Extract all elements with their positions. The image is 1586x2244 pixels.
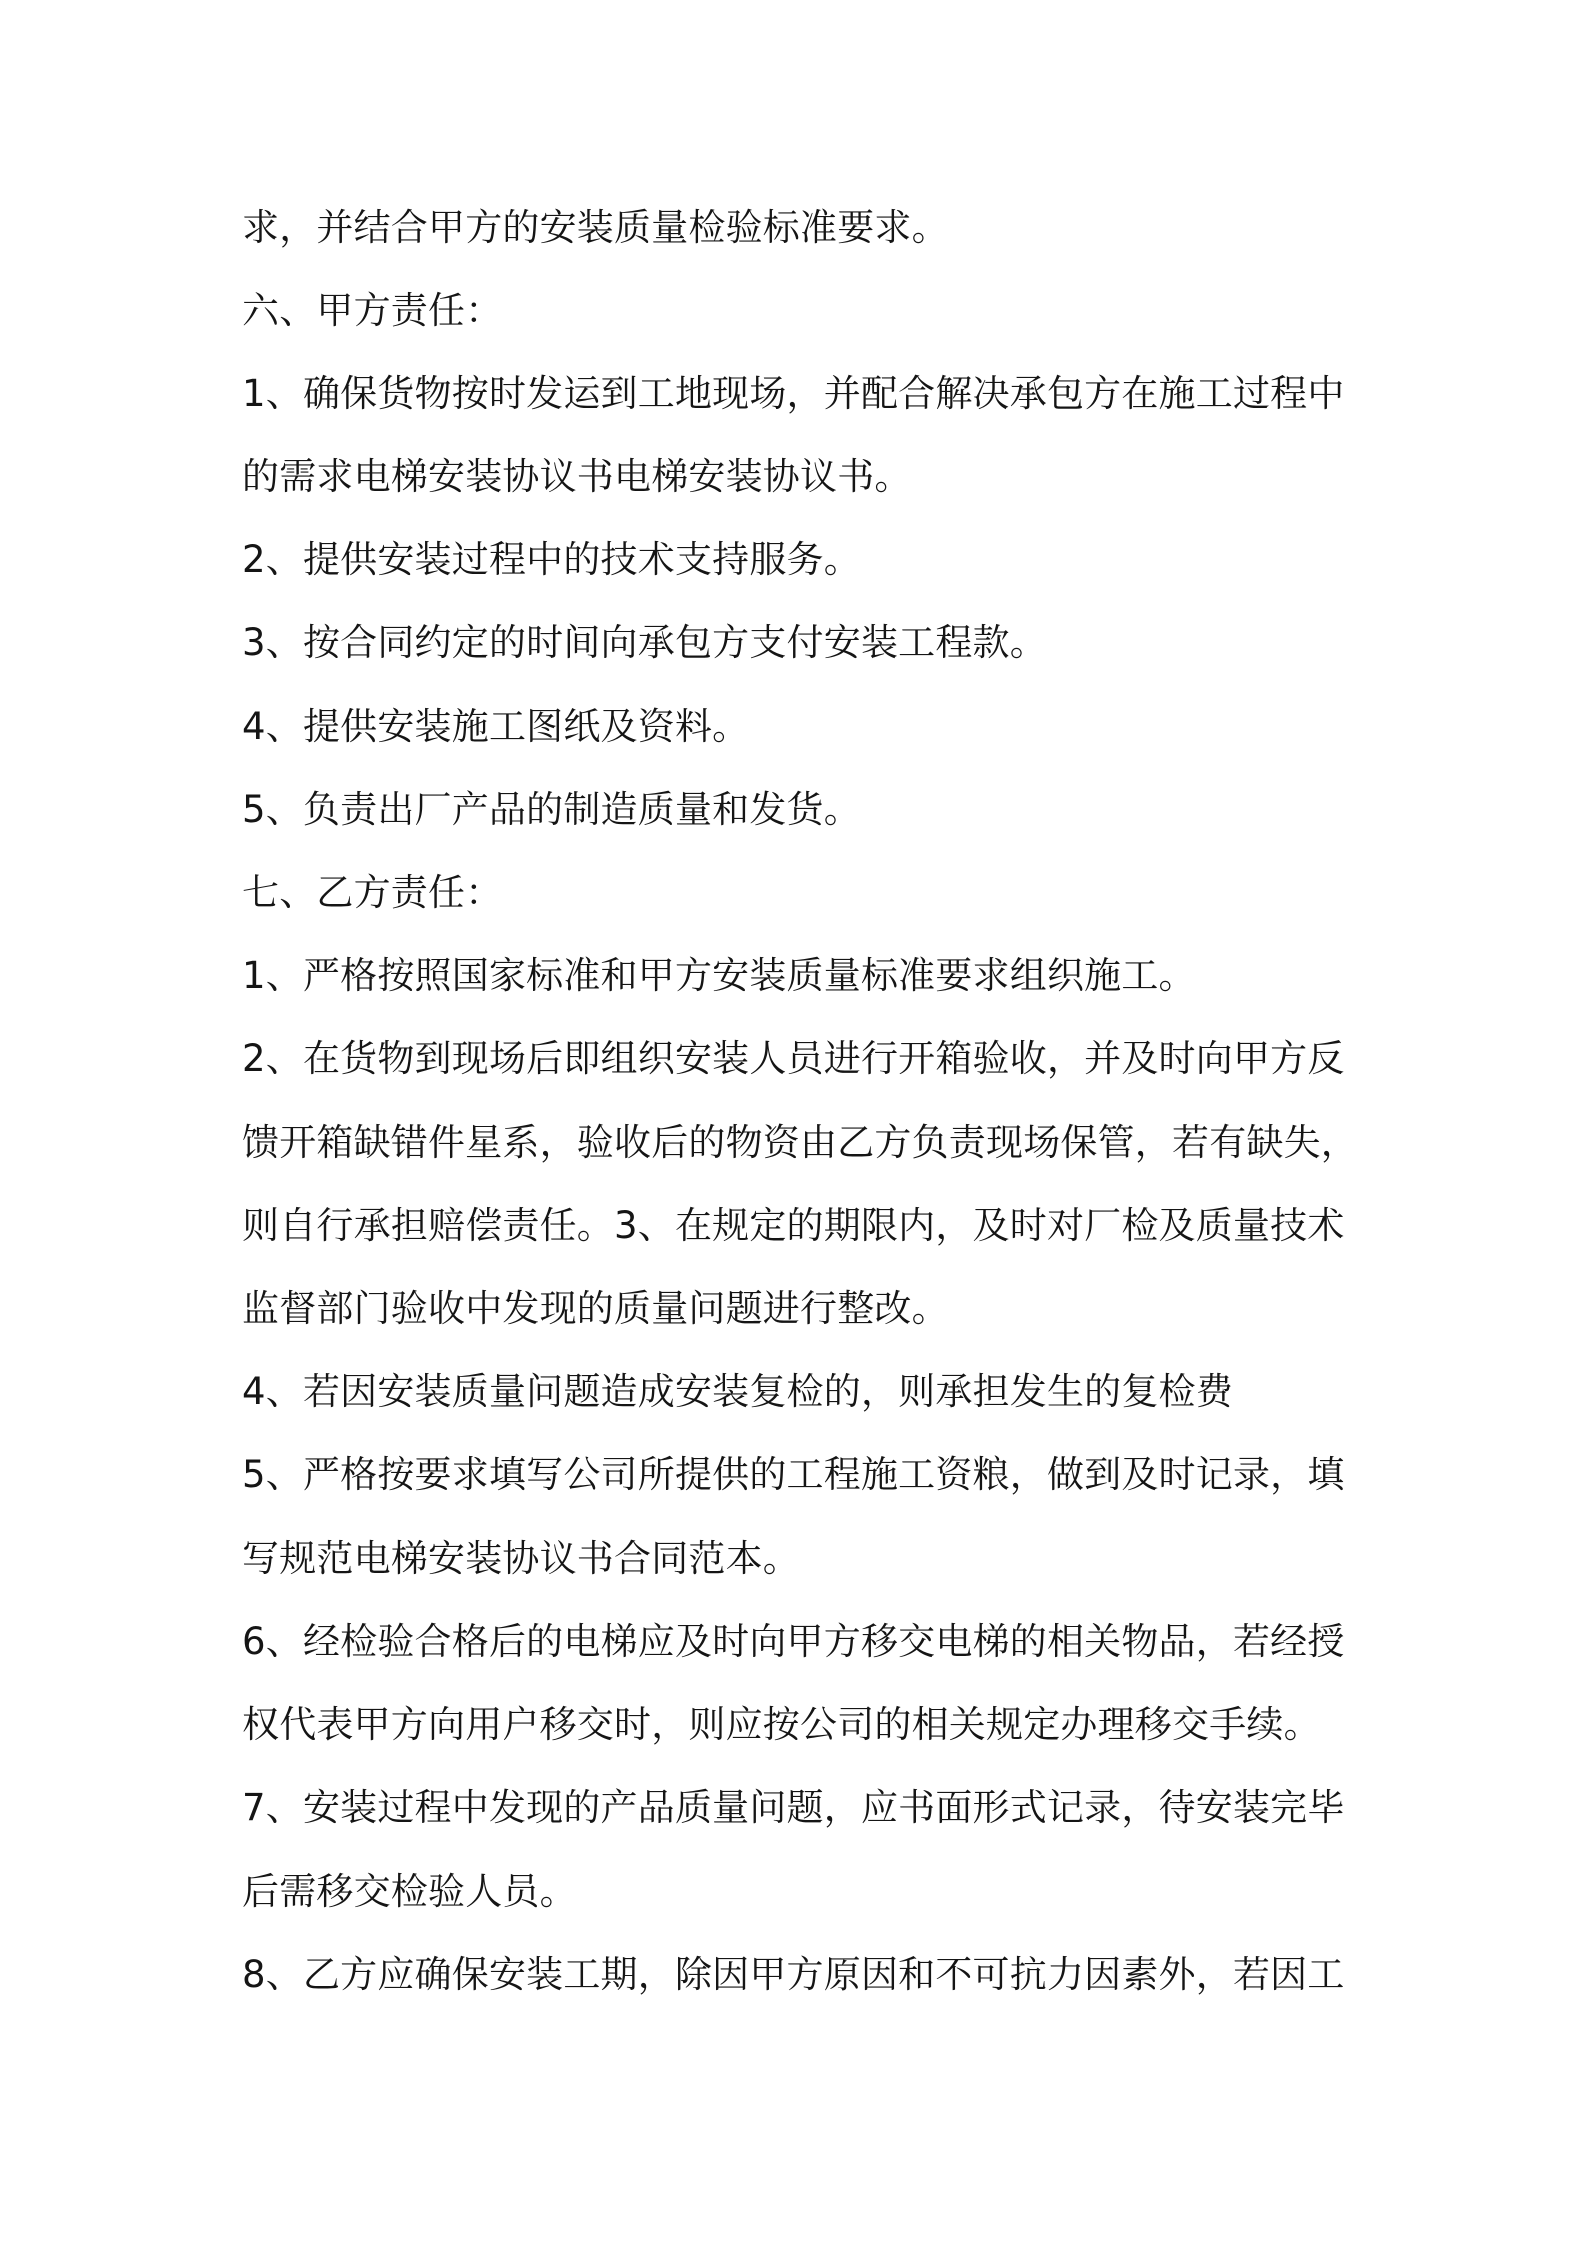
text-line-12: 馈开箱缺错件星系，验收后的物资由乙方负责现场保管，若有缺失， (242, 1121, 1358, 1164)
text-line-21: 后需移交检验人员。 (242, 1870, 577, 1913)
text-line-14: 监督部门验收中发现的质量问题进行整改。 (242, 1287, 949, 1330)
text-line-10: 1、严格按照国家标准和甲方安装质量标准要求组织施工。 (242, 954, 1196, 997)
text-line-19: 权代表甲方向用户移交时，则应按公司的相关规定办理移交手续。 (242, 1703, 1321, 1746)
text-line-20: 7、安装过程中发现的产品质量问题，应书面形式记录，待安装完毕 (242, 1786, 1345, 1829)
text-line-3: 1、确保货物按时发运到工地现场，并配合解决承包方在施工过程中 (242, 372, 1345, 415)
text-line-11: 2、在货物到现场后即组织安装人员进行开箱验收，并及时向甲方反 (242, 1037, 1345, 1080)
section-heading-6: 六、甲方责任： (242, 289, 503, 332)
section-heading-7: 七、乙方责任： (242, 871, 503, 914)
text-line-15: 4、若因安装质量问题造成安装复检的，则承担发生的复检费 (242, 1370, 1233, 1413)
text-line-13: 则自行承担赔偿责任。3、在规定的期限内，及时对厂检及质量技术 (242, 1204, 1345, 1247)
text-line-18: 6、经检验合格后的电梯应及时向甲方移交电梯的相关物品，若经授 (242, 1620, 1345, 1663)
text-line-6: 3、按合同约定的时间向承包方支付安装工程款。 (242, 621, 1047, 664)
text-line-22: 8、乙方应确保安装工期，除因甲方原因和不可抗力因素外，若因工 (242, 1953, 1345, 1996)
text-line-5: 2、提供安装过程中的技术支持服务。 (242, 538, 861, 581)
text-line-1: 求，并结合甲方的安装质量检验标准要求。 (242, 206, 949, 249)
text-line-16: 5、严格按要求填写公司所提供的工程施工资粮，做到及时记录，填 (242, 1453, 1345, 1496)
text-line-17: 写规范电梯安装协议书合同范本。 (242, 1537, 800, 1580)
text-line-8: 5、负责出厂产品的制造质量和发货。 (242, 788, 861, 831)
text-line-7: 4、提供安装施工图纸及资料。 (242, 705, 750, 748)
text-line-4: 的需求电梯安装协议书电梯安装协议书。 (242, 455, 912, 498)
